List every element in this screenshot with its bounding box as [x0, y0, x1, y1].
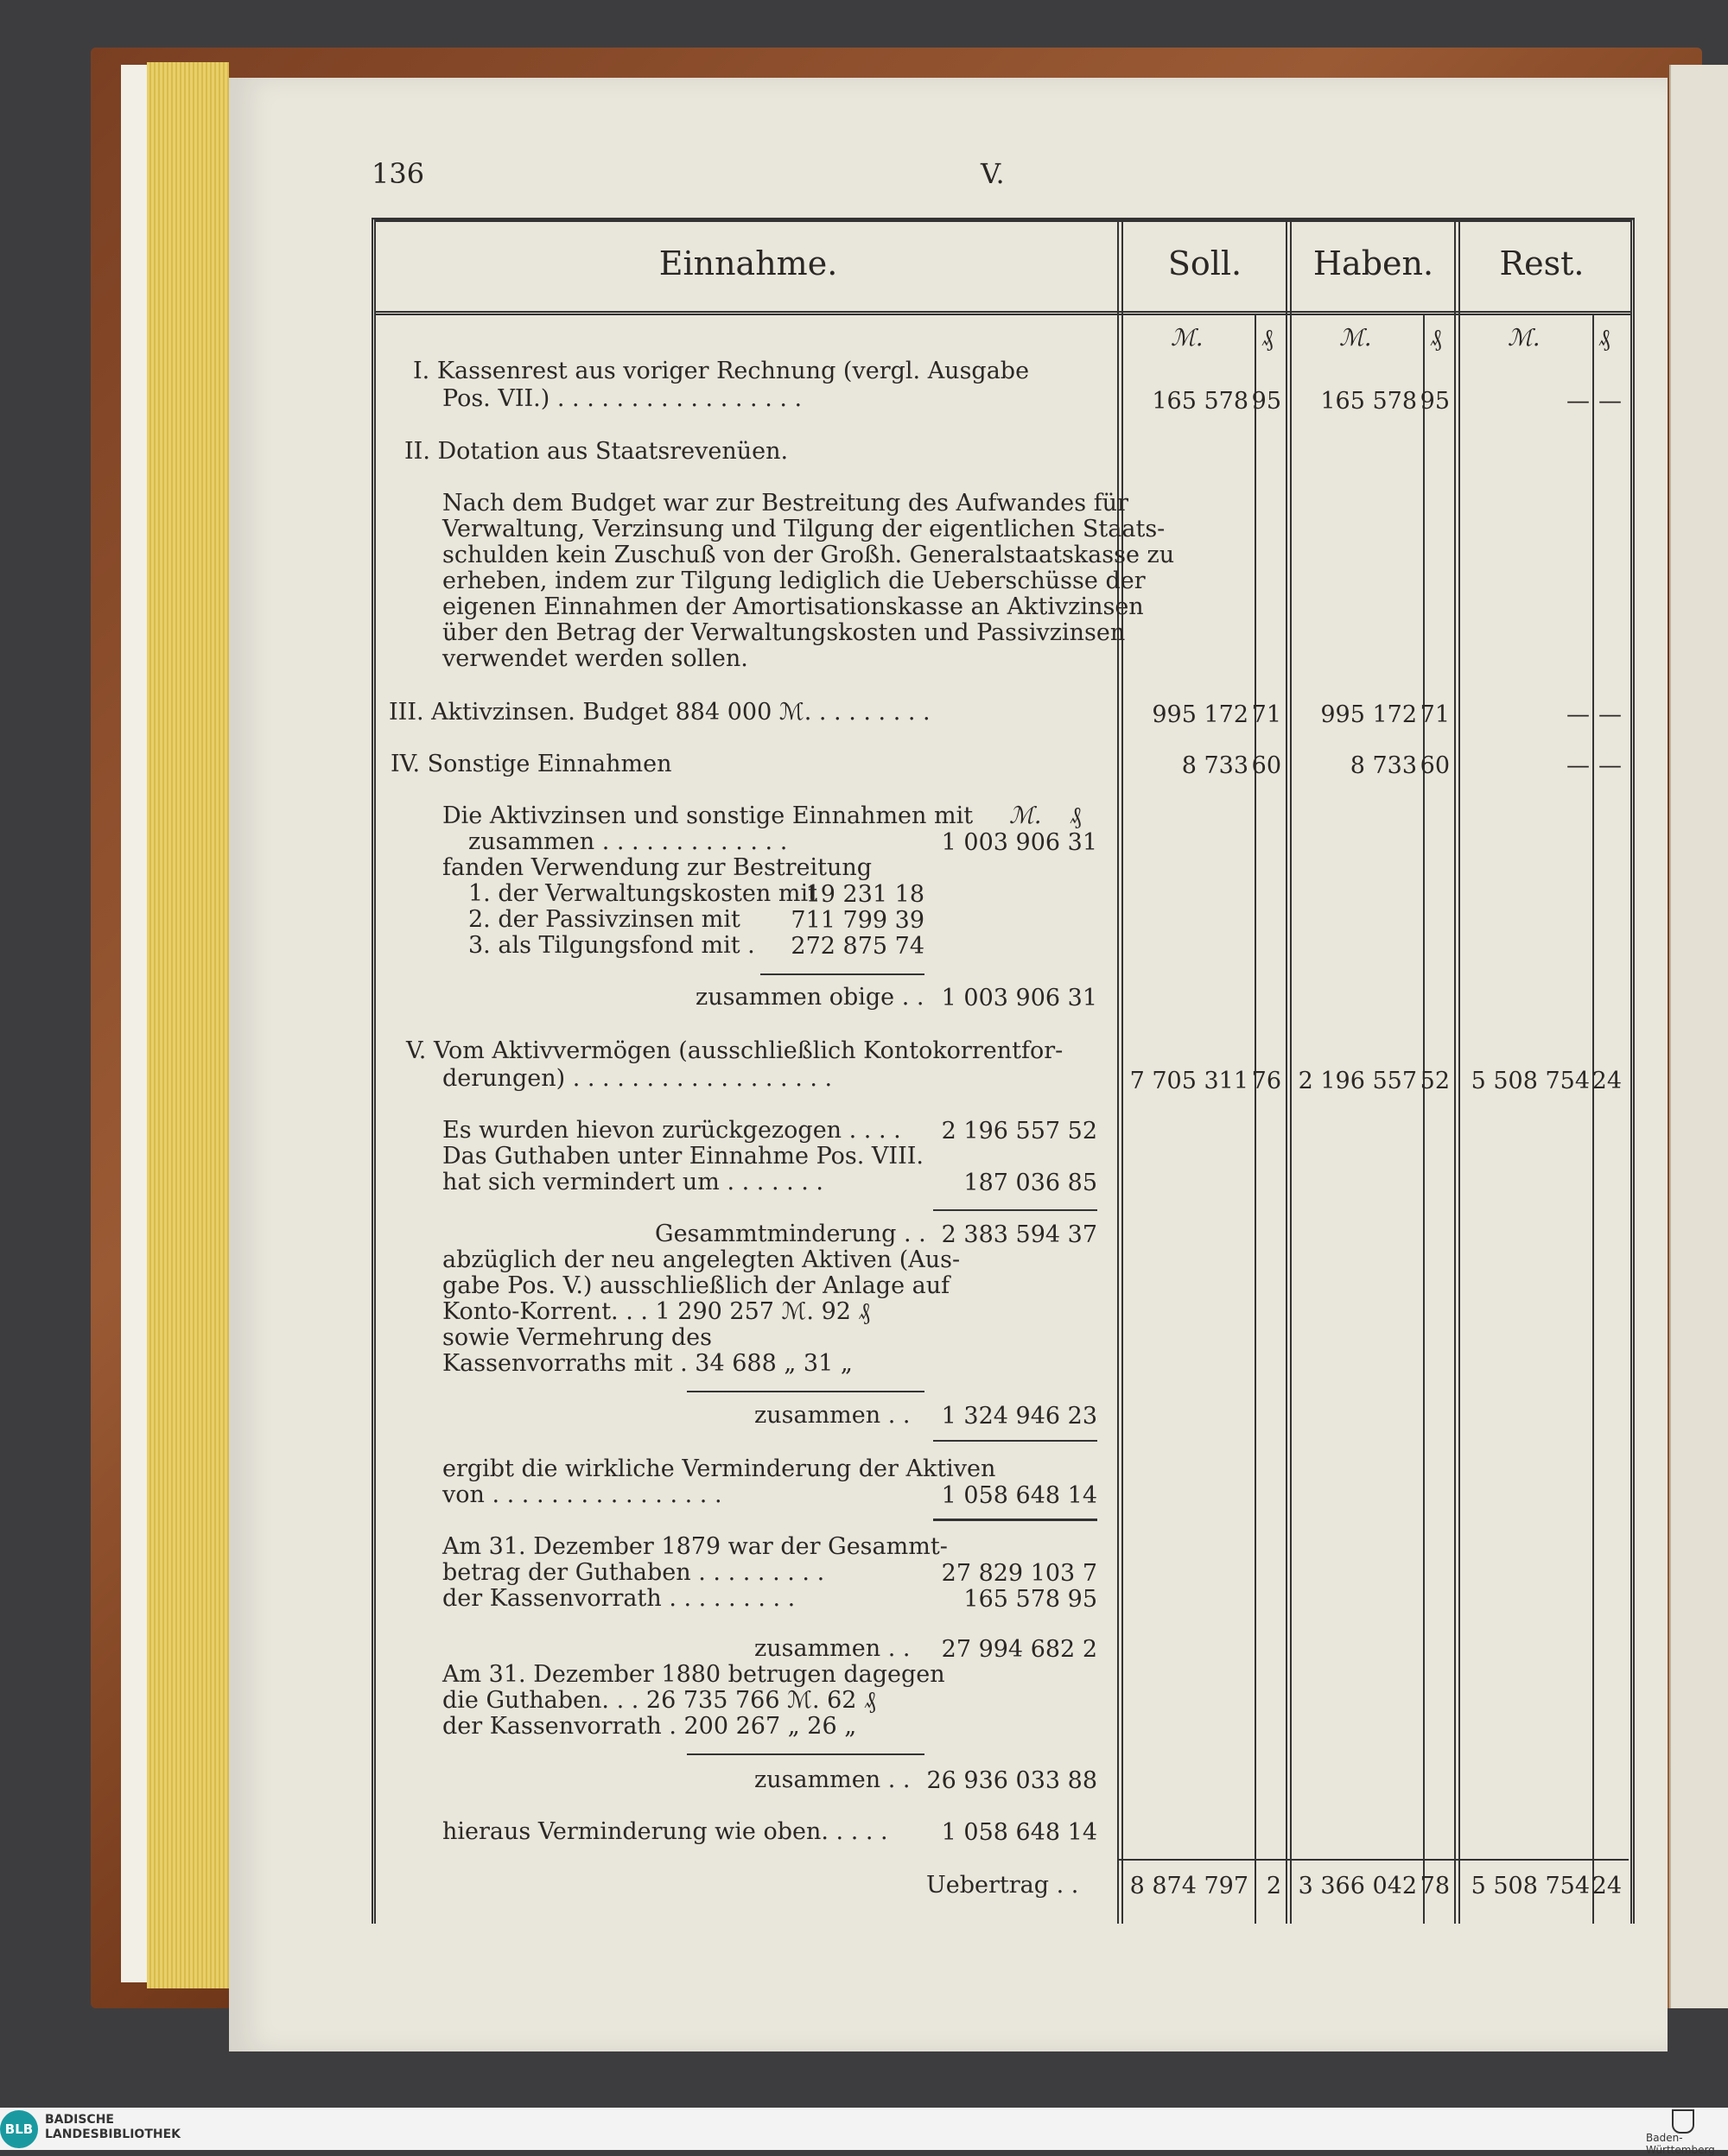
col-soll: Soll.	[1167, 244, 1242, 282]
entry-v-calc-c3: Konto-Korrent. . . 1 290 257 ℳ. 92 ₰	[442, 1298, 871, 1325]
entry-v-rest: 5 508 754	[1471, 1068, 1590, 1094]
unit-soll-pf: ₰	[1261, 325, 1274, 352]
unit-haben-pf: ₰	[1430, 325, 1442, 352]
total-rest: 5 508 754	[1471, 1873, 1590, 1899]
entry-iv-item1: 1. der Verwaltungskosten mit	[468, 880, 817, 907]
entry-v-haben: 2 196 557	[1298, 1068, 1417, 1094]
entry-v-calc-a3-value: 187 036 85	[963, 1170, 1097, 1196]
calc-unit-m: ℳ.	[1009, 802, 1042, 829]
entry-v-calc-d-value: 1 324 946 23	[941, 1403, 1097, 1430]
library-name	[45, 2113, 181, 2142]
entry-v-calc-c2: gabe Pos. V.) ausschließlich der Anlage auf	[442, 1272, 950, 1299]
entry-v-calc-f3: der Kassenvorrath . . . . . . . . .	[442, 1585, 796, 1612]
right-page-edge	[1669, 65, 1728, 2008]
entry-v-calc-i-value: 26 936 033 88	[926, 1767, 1097, 1794]
crest-icon	[1672, 2109, 1694, 2134]
entry-ii-text4: erheben, indem zur Tilgung lediglich die Ueberschüsse der	[442, 568, 1146, 594]
calc-rule-3	[687, 1391, 924, 1392]
entry-iv-calc3: fanden Verwendung zur Bestreitung	[442, 854, 873, 881]
calc-rule-5	[933, 1519, 1097, 1521]
entry-iii-rest: —	[1566, 701, 1590, 728]
entry-iii-haben: 995 172	[1320, 701, 1417, 728]
blb-logo-icon: BLB	[0, 2110, 38, 2148]
entry-v-calc-f2: betrag der Guthaben . . . . . . . . .	[442, 1559, 825, 1586]
unit-soll-m: ℳ.	[1171, 325, 1204, 352]
section-heading: V.	[981, 157, 1005, 190]
entry-v-calc-e1: ergibt die wirkliche Verminderung der Aktiven	[442, 1455, 996, 1482]
calc-rule-4	[933, 1440, 1097, 1442]
total-soll-pf: 2	[1266, 1873, 1281, 1899]
entry-ii-text2: Verwaltung, Verzinsung und Tilgung der eigentlichen Staats-	[442, 516, 1166, 542]
entry-i-haben: 165 578	[1320, 388, 1417, 415]
unit-haben-m: ℳ.	[1339, 325, 1372, 352]
entry-iv-haben-pf: 60	[1420, 752, 1450, 779]
entry-i-rest-pf: —	[1598, 388, 1622, 415]
entry-i-soll: 165 578	[1152, 388, 1248, 415]
entry-v-calc-g: zusammen . .	[754, 1635, 911, 1662]
entry-iv-title: IV. Sonstige Einnahmen	[391, 751, 672, 777]
entry-v-calc-j-value: 1 058 648 14	[941, 1819, 1097, 1846]
total-label: Uebertrag . .	[926, 1872, 1079, 1899]
entry-ii-text3: schulden kein Zuschuß von der Großh. Generalstaatskasse zu	[442, 542, 1175, 568]
entry-v-line1: V. Vom Aktivvermögen (ausschließlich Kontokorrentfor-	[406, 1037, 1064, 1064]
unit-rest-pf: ₰	[1598, 325, 1610, 352]
entry-v-line2: derungen) . . . . . . . . . . . . . . . . . .	[442, 1065, 833, 1092]
entry-iv-calc1: Die Aktivzinsen und sonstige Einnahmen mit	[442, 802, 974, 829]
entry-v-calc-c4: sowie Vermehrung des	[442, 1324, 712, 1351]
entry-v-calc-g-value: 27 994 682 2	[941, 1636, 1097, 1663]
entry-v-calc-e2-value: 1 058 648 14	[941, 1482, 1097, 1509]
entry-ii-title: II. Dotation aus Staatsrevenüen.	[404, 438, 789, 465]
entry-v-rest-pf: 24	[1591, 1068, 1622, 1094]
col-rest: Rest.	[1499, 244, 1585, 282]
divider-rest-pf	[1592, 315, 1594, 1924]
entry-v-calc-i: zusammen . .	[754, 1766, 911, 1793]
entry-iv-calc2-value: 1 003 906 31	[941, 829, 1097, 856]
entry-v-calc-e2: von . . . . . . . . . . . . . . . .	[442, 1481, 722, 1508]
entry-iv-haben: 8 733	[1350, 752, 1417, 779]
entry-v-calc-a1: Es wurden hievon zurückgezogen . . . .	[442, 1117, 901, 1144]
library-name-line2: LANDESBIBLIOTHEK	[45, 2127, 181, 2141]
table-header	[376, 222, 1630, 315]
entry-v-calc-a1-value: 2 196 557 52	[941, 1118, 1097, 1145]
entry-v-calc-j: hieraus Verminderung wie oben. . . . .	[442, 1818, 888, 1845]
entry-ii-text1: Nach dem Budget war zur Bestreitung des Aufwandes für	[442, 490, 1128, 517]
entry-iv-rest-pf: —	[1598, 752, 1622, 779]
entry-iii-title: III. Aktivzinsen. Budget 884 000 ℳ. . . . . . . . .	[389, 699, 931, 726]
page-edges	[147, 62, 229, 1988]
entry-v-calc-h2: die Guthaben. . . 26 735 766 ℳ. 62 ₰	[442, 1687, 876, 1714]
entry-iii-rest-pf: —	[1598, 701, 1622, 728]
calc-unit-pf: ₰	[1070, 802, 1082, 829]
entry-i-line1: I. Kassenrest aus voriger Rechnung (vergl. Ausgabe	[413, 358, 1030, 384]
entry-iv-calc2: zusammen . . . . . . . . . . . . .	[468, 828, 788, 855]
entry-v-calc-b-value: 2 383 594 37	[941, 1221, 1097, 1248]
entry-v-calc-f3-value: 165 578 95	[963, 1586, 1097, 1613]
entry-iv-item2: 2. der Passivzinsen mit	[468, 906, 740, 933]
library-name-line1: BADISCHE	[45, 2113, 114, 2127]
state-name: Baden-Württemberg	[1646, 2132, 1715, 2156]
entry-v-calc-c5: Kassenvorraths mit . 34 688 „ 31 „	[442, 1350, 853, 1377]
entry-iii-soll-pf: 71	[1251, 701, 1281, 728]
total-haben: 3 366 042	[1298, 1873, 1417, 1899]
left-page-strip	[121, 65, 149, 1982]
divider-rest	[1454, 222, 1460, 1924]
entry-v-soll-pf: 76	[1251, 1068, 1281, 1094]
entry-iii-haben-pf: 71	[1420, 701, 1450, 728]
entry-v-soll: 7 705 311	[1129, 1068, 1248, 1094]
page-number: 136	[372, 157, 425, 190]
entry-v-calc-b: Gesammtminderung . .	[655, 1221, 926, 1247]
entry-iv-item2-value: 711 799 39	[791, 907, 924, 934]
entry-v-calc-d: zusammen . .	[754, 1402, 911, 1429]
entry-v-haben-pf: 52	[1420, 1068, 1450, 1094]
entry-iv-sum-value: 1 003 906 31	[941, 985, 1097, 1011]
entry-v-calc-h1: Am 31. Dezember 1880 betrugen dagegen	[442, 1661, 945, 1688]
entry-iv-rest: —	[1566, 752, 1590, 779]
divider-haben-pf	[1423, 315, 1425, 1924]
total-rest-pf: 24	[1591, 1873, 1622, 1899]
entry-v-calc-a2: Das Guthaben unter Einnahme Pos. VIII.	[442, 1143, 924, 1170]
entry-ii-text6: über den Betrag der Verwaltungskosten und Passivzinsen	[442, 619, 1126, 646]
entry-v-calc-f1: Am 31. Dezember 1879 war der Gesammt-	[442, 1533, 948, 1560]
col-einnahme: Einnahme.	[658, 244, 838, 282]
entry-i-haben-pf: 95	[1420, 388, 1450, 415]
entry-iv-item3: 3. als Tilgungsfond mit .	[468, 932, 755, 959]
entry-i-soll-pf: 95	[1251, 388, 1281, 415]
entry-v-calc-h3: der Kassenvorrath . 200 267 „ 26 „	[442, 1713, 857, 1740]
calc-rule-2	[933, 1209, 1097, 1211]
divider-soll-pf	[1255, 315, 1256, 1924]
calc-rule-6	[687, 1753, 924, 1755]
entry-i-rest: —	[1566, 388, 1590, 415]
entry-iv-item3-value: 272 875 74	[791, 933, 924, 960]
entry-iv-soll-pf: 60	[1251, 752, 1281, 779]
unit-rest-m: ℳ.	[1508, 325, 1541, 352]
total-haben-pf: 78	[1420, 1873, 1450, 1899]
entry-iv-item1-value: 19 231 18	[805, 881, 924, 908]
entry-iv-soll: 8 733	[1181, 752, 1248, 779]
entry-iv-sum-label: zusammen obige . .	[696, 984, 924, 1011]
footer-bar	[0, 2108, 1728, 2150]
entry-v-calc-a3: hat sich vermindert um . . . . . . .	[442, 1169, 824, 1195]
entry-ii-text5: eigenen Einnahmen der Amortisationskasse an Aktivzinsen	[442, 593, 1144, 620]
entry-v-calc-f2-value: 27 829 103 7	[941, 1560, 1097, 1587]
entry-ii-text7: verwendet werden sollen.	[442, 645, 748, 672]
total-rule	[1119, 1859, 1629, 1861]
total-soll: 8 874 797	[1129, 1873, 1248, 1899]
entry-iii-soll: 995 172	[1152, 701, 1248, 728]
entry-v-calc-c1: abzüglich der neu angelegten Aktiven (Aus-	[442, 1246, 961, 1273]
entry-i-line2: Pos. VII.) . . . . . . . . . . . . . . . . .	[442, 385, 803, 412]
calc-rule-1	[760, 973, 924, 975]
col-haben: Haben.	[1312, 244, 1434, 282]
